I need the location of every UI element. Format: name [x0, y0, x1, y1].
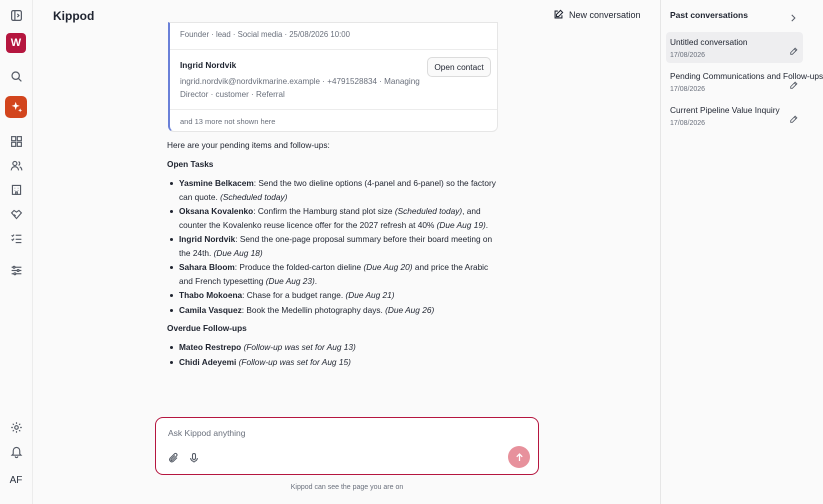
chevron-right-icon[interactable] — [788, 10, 798, 20]
overdue-list — [167, 341, 502, 370]
chat-composer[interactable] — [155, 417, 539, 475]
list-item — [167, 205, 502, 232]
chat-main — [34, 0, 660, 504]
tasks-icon[interactable] — [8, 230, 25, 247]
task-text: , and counter the Kovalenko reuse licence offer for the 2027 refresh at 40% — [179, 206, 481, 230]
deals-icon[interactable] — [8, 206, 25, 223]
search-icon[interactable] — [8, 68, 25, 85]
contact-name: Sahara Bloom — [179, 262, 235, 272]
new-conversation-button[interactable] — [553, 9, 641, 20]
send-button[interactable] — [508, 446, 530, 468]
sidebar-toggle-icon[interactable] — [8, 7, 25, 24]
pencil-icon[interactable] — [789, 43, 798, 52]
contact-name: Ingrid Nordvik — [180, 60, 237, 70]
list-item — [167, 289, 502, 303]
contact-name: Ingrid Nordvik — [179, 234, 236, 244]
due-label: (Due Aug 19) — [436, 219, 486, 230]
contact-name: Chidi Adeyemi — [179, 356, 237, 367]
task-text: and price the Arabic and French typesetting — [179, 262, 489, 286]
user-avatar[interactable]: AF — [9, 474, 23, 486]
open-tasks-heading: Open Tasks — [167, 159, 214, 169]
composer-footnote: Kippod can see the page you are on — [290, 484, 404, 491]
assistant-button[interactable] — [5, 96, 27, 118]
conversation-item[interactable] — [666, 66, 823, 97]
list-item — [167, 356, 502, 370]
due-label: (Scheduled today) — [394, 206, 463, 216]
chat-input[interactable]: Ask Kippod anything — [168, 428, 246, 438]
companies-icon[interactable] — [8, 181, 25, 198]
workspace-badge[interactable]: W — [6, 33, 26, 53]
pencil-icon[interactable] — [789, 111, 798, 120]
task-text: : Book the Medellin photography days. — [241, 304, 386, 315]
microphone-icon[interactable] — [188, 451, 200, 463]
contact-name: Yasmine Belkacem — [179, 178, 254, 188]
list-item — [167, 304, 502, 318]
dashboard-icon[interactable] — [8, 133, 25, 150]
task-text: : Send the one-page proposal summary before their board meeting on the 24th. — [179, 234, 493, 258]
conversation-title: Pending Communications and Follow-ups — [670, 71, 823, 81]
overdue-heading: Overdue Follow-ups — [167, 323, 247, 333]
list-item — [167, 261, 502, 288]
arrow-up-icon — [514, 452, 525, 463]
task-text: . — [314, 275, 318, 286]
compose-icon — [553, 9, 564, 20]
settings-icon[interactable] — [8, 419, 25, 436]
task-text: : Send the two dieline options (4-panel and 6-panel) so the factory can quote. — [179, 178, 496, 202]
list-item — [167, 233, 502, 260]
task-text: : Chase for a budget range. — [242, 290, 346, 300]
due-label: (Follow-up was set for Aug 15) — [238, 356, 351, 367]
divider — [170, 109, 497, 110]
conversation-title: Current Pipeline Value Inquiry — [670, 105, 780, 115]
conversation-item[interactable] — [666, 100, 803, 131]
conversation-date: 17/08/2026 — [670, 86, 706, 93]
contact-row-previous: Founder · lead · Social media · 25/08/2026 10:00 — [180, 30, 350, 39]
due-label: (Due Aug 23) — [265, 275, 315, 286]
attach-icon[interactable] — [168, 451, 180, 463]
bell-icon[interactable] — [8, 443, 25, 460]
task-text: . — [485, 219, 489, 230]
message-intro: Here are your pending items and follow-ups: — [167, 140, 330, 150]
divider — [170, 49, 497, 50]
left-rail — [0, 0, 33, 504]
contact-results-card — [168, 22, 498, 132]
conversation-date: 17/08/2026 — [670, 120, 706, 127]
open-tasks-list — [167, 177, 502, 318]
due-label: (Due Aug 20) — [363, 262, 413, 272]
list-item — [167, 177, 502, 204]
due-label: (Follow-up was set for Aug 13) — [243, 342, 356, 352]
contact-details: ingrid.nordvik@nordvikmarine.example · +4791528834 · Managing Director · customer · Referral — [180, 77, 420, 99]
contacts-icon[interactable] — [8, 157, 25, 174]
app-title: Kippod — [53, 9, 95, 23]
contact-name: Camila Vasquez — [179, 304, 242, 315]
pencil-icon[interactable] — [789, 77, 798, 86]
open-contact-button[interactable]: Open contact — [427, 57, 491, 77]
due-label: (Scheduled today) — [220, 191, 288, 202]
conversation-item[interactable] — [666, 32, 803, 63]
task-text: : Produce the folded-carton dieline — [234, 262, 364, 272]
sequences-icon[interactable] — [8, 262, 25, 279]
due-label: (Due Aug 26) — [385, 304, 435, 315]
sparkle-icon — [10, 101, 23, 114]
contact-name: Mateo Restrepo — [179, 342, 242, 352]
conversation-title: Untitled conversation — [670, 37, 748, 47]
past-conversations-panel — [660, 0, 823, 504]
contact-name: Oksana Kovalenko — [179, 206, 254, 216]
panel-title: Past conversations — [670, 10, 748, 20]
task-text: : Confirm the Hamburg stand plot size — [253, 206, 395, 216]
more-results-note: and 13 more not shown here — [180, 117, 276, 126]
due-label: (Due Aug 18) — [213, 247, 263, 258]
list-item — [167, 341, 502, 355]
contact-name: Thabo Mokoena — [179, 290, 243, 300]
conversation-date: 17/08/2026 — [670, 52, 706, 59]
new-conversation-label: New conversation — [569, 9, 641, 20]
due-label: (Due Aug 21) — [345, 290, 395, 300]
